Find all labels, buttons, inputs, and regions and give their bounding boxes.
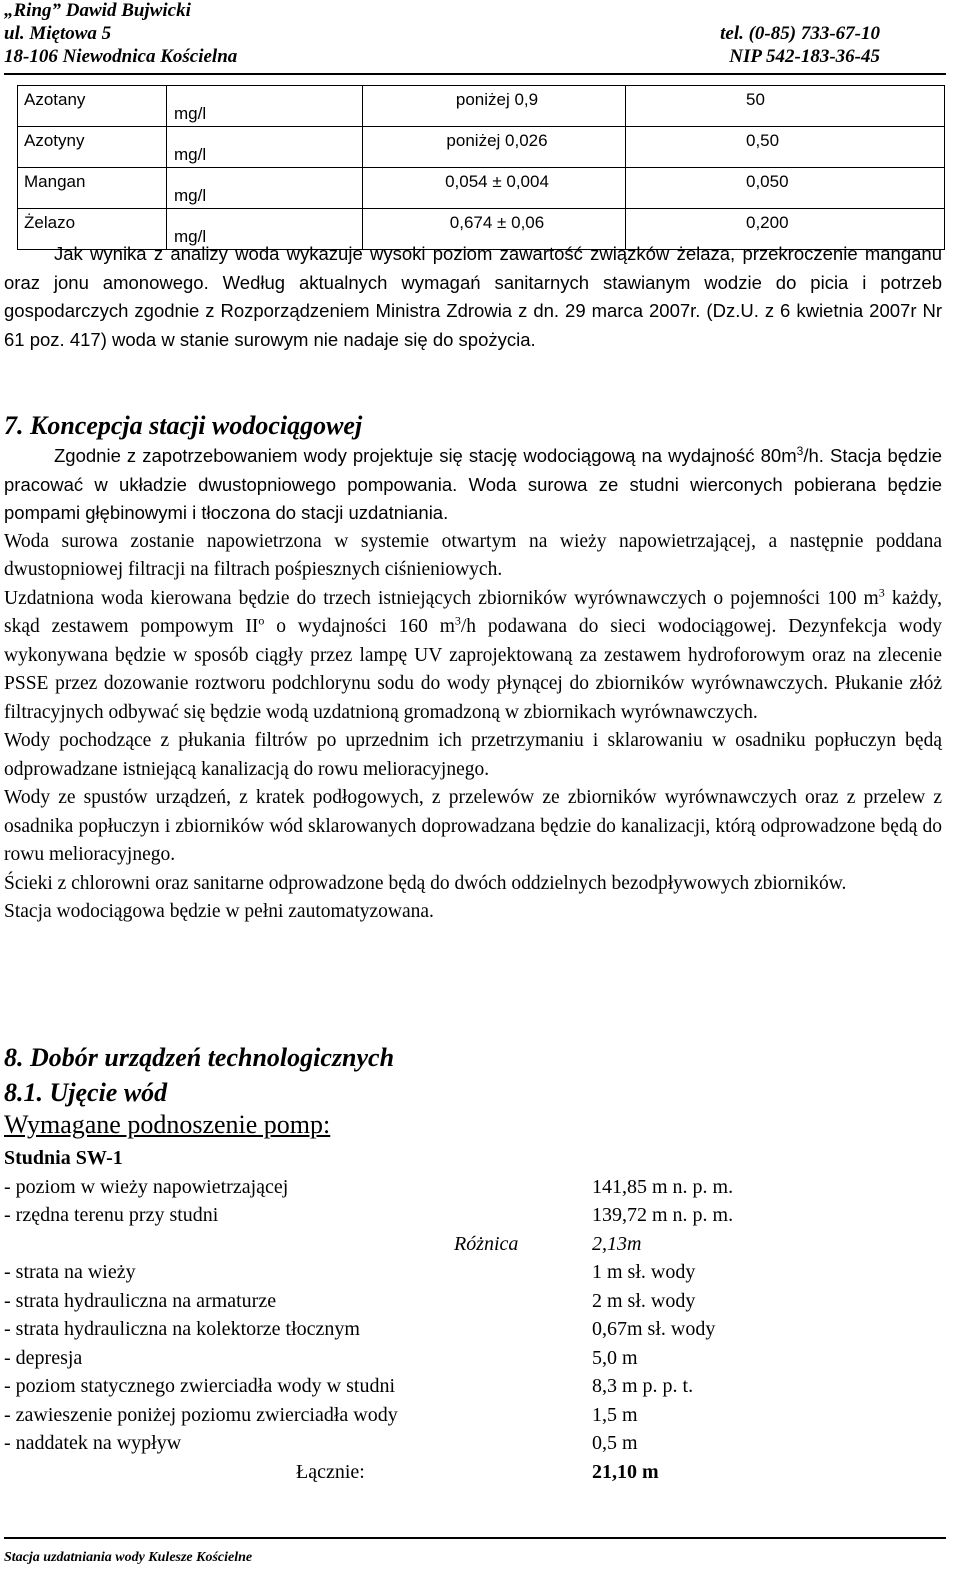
param-result: 0,054 ± 0,004 [363,168,626,209]
param-limit: 0,200 [626,209,945,250]
param-limit: 50 [626,86,945,127]
lift-label: - strata hydrauliczna na armaturze [4,1290,277,1312]
lift-label: - naddatek na wypływ [4,1432,182,1454]
analysis-summary: Jak wynika z analizy woda wykazuje wysoki poziom zawartość związków żelaza, przekroczenie manganu oraz jonu amonowego. [4,243,942,293]
section-8-title: 8. Dobór urządzeń technologicznych [4,1043,395,1072]
table-row [18,127,945,168]
param-result: poniżej 0,026 [363,127,626,168]
well-name: Studnia SW-1 [4,1147,123,1169]
param-unit: mg/l [167,86,363,127]
p3-d: /h podawana do sieci wodociągowej. Dezynfekcja wody wykonywana będzie w sposób ciągły przez lampę UV zaprojektowaną za zestawem hydroforowym oraz na zlecenie PSSE przez dozowanie roztworu podchlorynu sodu do wody płynącej do zbiorników wyrównawczych. Płukanie złóż filtracyjnych odbywać się będzie wodą uzdatnioną gromadzoną w zbiornikach wyrównawczych. [4,616,943,723]
p3-sup3: 3 [454,613,461,628]
lift-value: 1 m sł. wody [592,1261,696,1283]
param-result: 0,674 ± 0,06 [363,209,626,250]
p1-a: Zgodnie z zapotrzebowaniem wody projektuje się stację wodociągową na wydajność 80m [54,445,797,466]
section-7 [4,410,942,927]
company-nip: NIP 542-183-36-45 [729,46,880,67]
company-street: ul. Miętowa 5 [4,23,112,44]
analysis-conclusion: Według aktualnych wymagań sanitarnych stawianym wodzie do picia i potrzeb gospodarczych zgodnie z Rozporządzeniem Ministra Zdrowia z dn. 29 marca 2007r. (Dz.U. z 6 kwietnia 2007r Nr 61 poz. 417) woda w stanie surowym nie nadaje się do spożycia. [4,271,942,350]
lift-value: 2 m sł. wody [592,1290,696,1312]
p3-sup2: o [258,613,265,628]
p3-c: o wydajności 160 m [264,616,455,637]
lift-value: 139,72 m n. p. m. [592,1204,734,1226]
p1-b: /h. [803,445,824,466]
company-name: „Ring” Dawid Bujwicki [4,0,191,21]
p3-b: każdy, skąd zestawem pompowym II [4,587,943,637]
lift-label: - poziom w wieży napowietrzającej [4,1176,289,1198]
company-phone: tel. (0-85) 733-67-10 [720,23,880,44]
lift-label: - zawieszenie poniżej poziomu zwierciadła wody [4,1404,398,1426]
analysis-table [17,85,945,250]
difference-value: 2,13m [592,1233,642,1255]
lift-value: 0,5 m [592,1432,638,1454]
header-line-3 [4,46,880,68]
param-unit: mg/l [167,209,363,250]
footer-text: Stacja uzdatniania wody Kulesze Kościelne [4,1550,253,1565]
total-label: Łącznie: [296,1461,365,1483]
p3-sup1: 3 [878,585,885,599]
lift-label: - strata na wieży [4,1261,136,1283]
difference-label: Różnica [454,1233,519,1255]
section-7-p1 [4,442,942,528]
param-unit: mg/l [167,168,363,209]
lift-label: - strata hydrauliczna na kolektorze tłocznym [4,1318,360,1340]
table-row [18,168,945,209]
param-name: Azotany [18,86,167,127]
company-city: 18-106 Niewodnica Kościelna [4,46,238,67]
section-7-p2: Woda surowa zostanie napowietrzona w systemie otwartym na wieży napowietrzającej, a następnie poddana dwustopniowej filtracji na filtrach pośpiesznych ciśnieniowych. [4,530,942,580]
param-name: Mangan [18,168,167,209]
analysis-summary-block [4,240,942,354]
section-7-p5: Wody ze spustów urządzeń, z kratek podłogowych, z przelewów ze zbiorników wyrównawczych oraz z przelew z osadnika popłuczyn i zbiorników wód sklarowanych doprowadzana będzie do kanalizacji, którą odprowadzone będą do rowu melioracyjnego. [4,787,942,865]
section-7-p3 [4,585,942,728]
required-lift-heading: Wymagane podnoszenie pomp: [4,1110,331,1139]
section-7-title: 7. Koncepcja stacji wodociągowej [4,411,363,440]
lift-value: 5,0 m [592,1347,638,1369]
section-7-p7: Stacja wodociągowa będzie w pełni zautomatyzowana. [4,901,434,922]
analysis-summary-wrap [4,240,942,354]
param-limit: 0,50 [626,127,945,168]
param-unit: mg/l [167,127,363,168]
total-value: 21,10 m [592,1461,659,1483]
section-8-1-title: 8.1. Ujęcie wód [4,1078,168,1107]
param-name: Żelazo [18,209,167,250]
p1-c: Stacja będzie pracować w układzie dwustopniowego pompowania. Woda surowa ze studni wierconych pobierana będzie pompami głębinowymi i tłoczona do stacji uzdatniania. [4,445,942,523]
header-rule [4,73,946,75]
header-company [4,0,880,22]
param-limit: 0,050 [626,168,945,209]
footer-rule [4,1537,946,1539]
lift-label: - poziom statycznego zwierciadła wody w studni [4,1375,395,1397]
lift-value: 8,3 m p. p. t. [592,1375,694,1397]
p1-sup: 3 [796,443,804,458]
header-line-2 [4,23,880,45]
param-name: Azotyny [18,127,167,168]
param-result: poniżej 0,9 [363,86,626,127]
lift-value: 0,67m sł. wody [592,1318,716,1340]
lift-value: 141,85 m n. p. m. [592,1176,734,1198]
table-row [18,86,945,127]
section-7-p4: Wody pochodzące z płukania filtrów po uprzednim ich przetrzymaniu i sklarowaniu w osadniku popłuczyn będą odprowadzane istniejącą kanalizacją do rowu melioracyjnego. [4,730,942,780]
lift-label: - rzędna terenu przy studni [4,1204,219,1226]
lift-value: 1,5 m [592,1404,638,1426]
section-7-p6: Ścieki z chlorowni oraz sanitarne odprowadzone będą do dwóch oddzielnych bezodpływowych zbiorników. [4,872,847,894]
p3-a: Uzdatniona woda kierowana będzie do trzech istniejących zbiorników wyrównawczych o pojemności 100 m [4,587,879,609]
lift-label: - depresja [4,1347,83,1369]
